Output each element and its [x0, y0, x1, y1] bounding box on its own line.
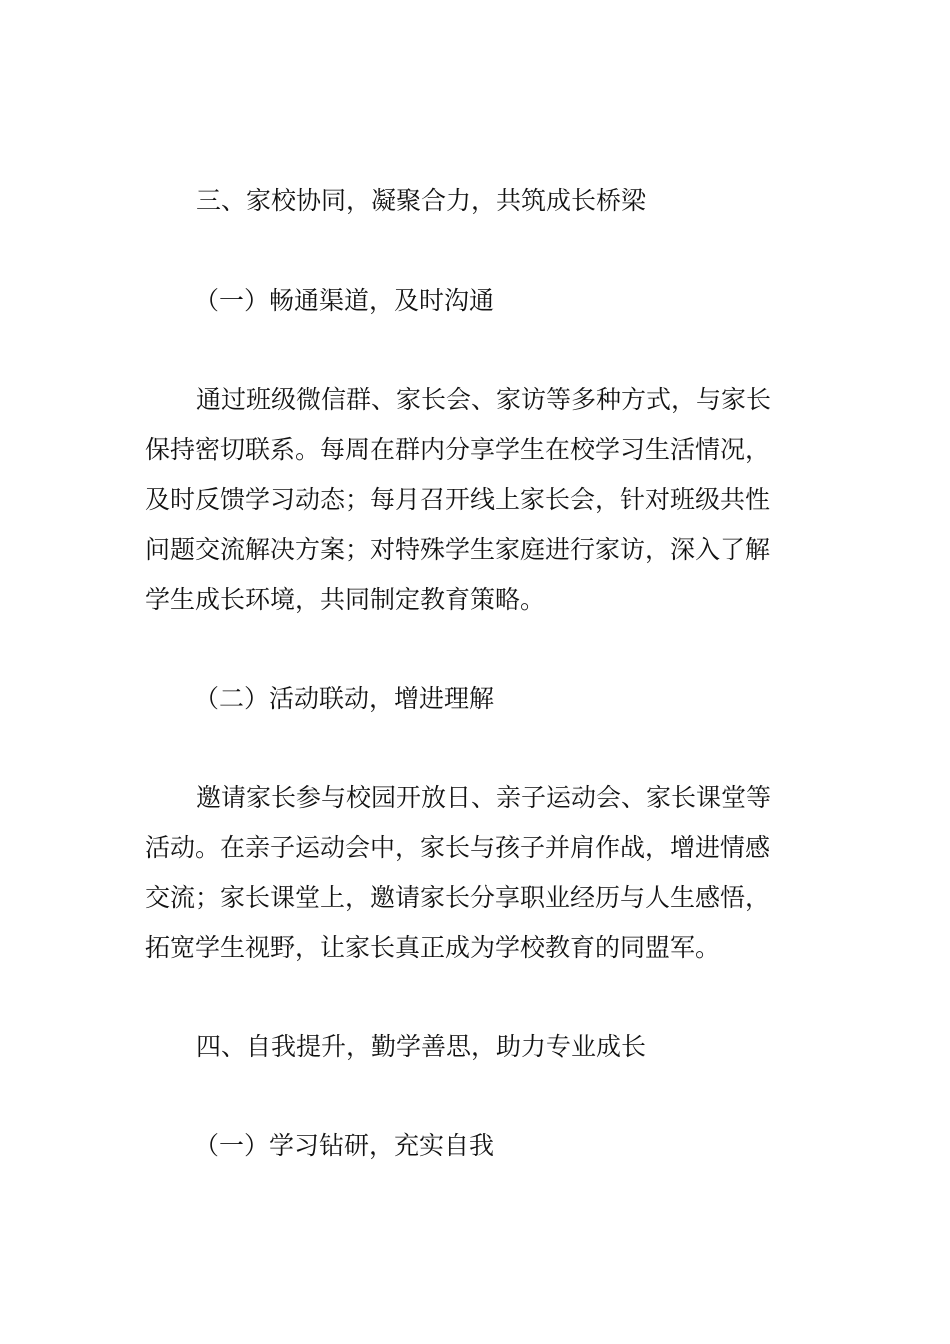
subsection-heading: （一）学习钻研，充实自我: [194, 1131, 495, 1160]
paragraph-line: 通过班级微信群、家长会、家访等多种方式，与家长: [196, 385, 772, 414]
section-heading: 三、家校协同，凝聚合力，共筑成长桥梁: [196, 186, 647, 215]
paragraph-line: 邀请家长参与校园开放日、亲子运动会、家长课堂等: [196, 783, 772, 812]
paragraph-line: 交流；家长课堂上，邀请家长分享职业经历与人生感悟，: [145, 883, 771, 912]
paragraph-line: 活动。在亲子运动会中，家长与孩子并肩作战，增进情感: [145, 833, 771, 862]
section-heading: 四、自我提升，勤学善思，助力专业成长: [196, 1032, 647, 1061]
subsection-heading: （一）畅通渠道，及时沟通: [194, 286, 495, 315]
paragraph-line: 拓宽学生视野，让家长真正成为学校教育的同盟军。: [145, 933, 721, 962]
paragraph-line: 问题交流解决方案；对特殊学生家庭进行家访，深入了解: [145, 535, 771, 564]
paragraph-line: 学生成长环境，共同制定教育策略。: [145, 585, 546, 614]
paragraph-line: 保持密切联系。每周在群内分享学生在校学习生活情况，: [145, 435, 771, 464]
paragraph-line: 及时反馈学习动态；每月召开线上家长会，针对班级共性: [145, 485, 771, 514]
subsection-heading: （二）活动联动，增进理解: [194, 684, 495, 713]
